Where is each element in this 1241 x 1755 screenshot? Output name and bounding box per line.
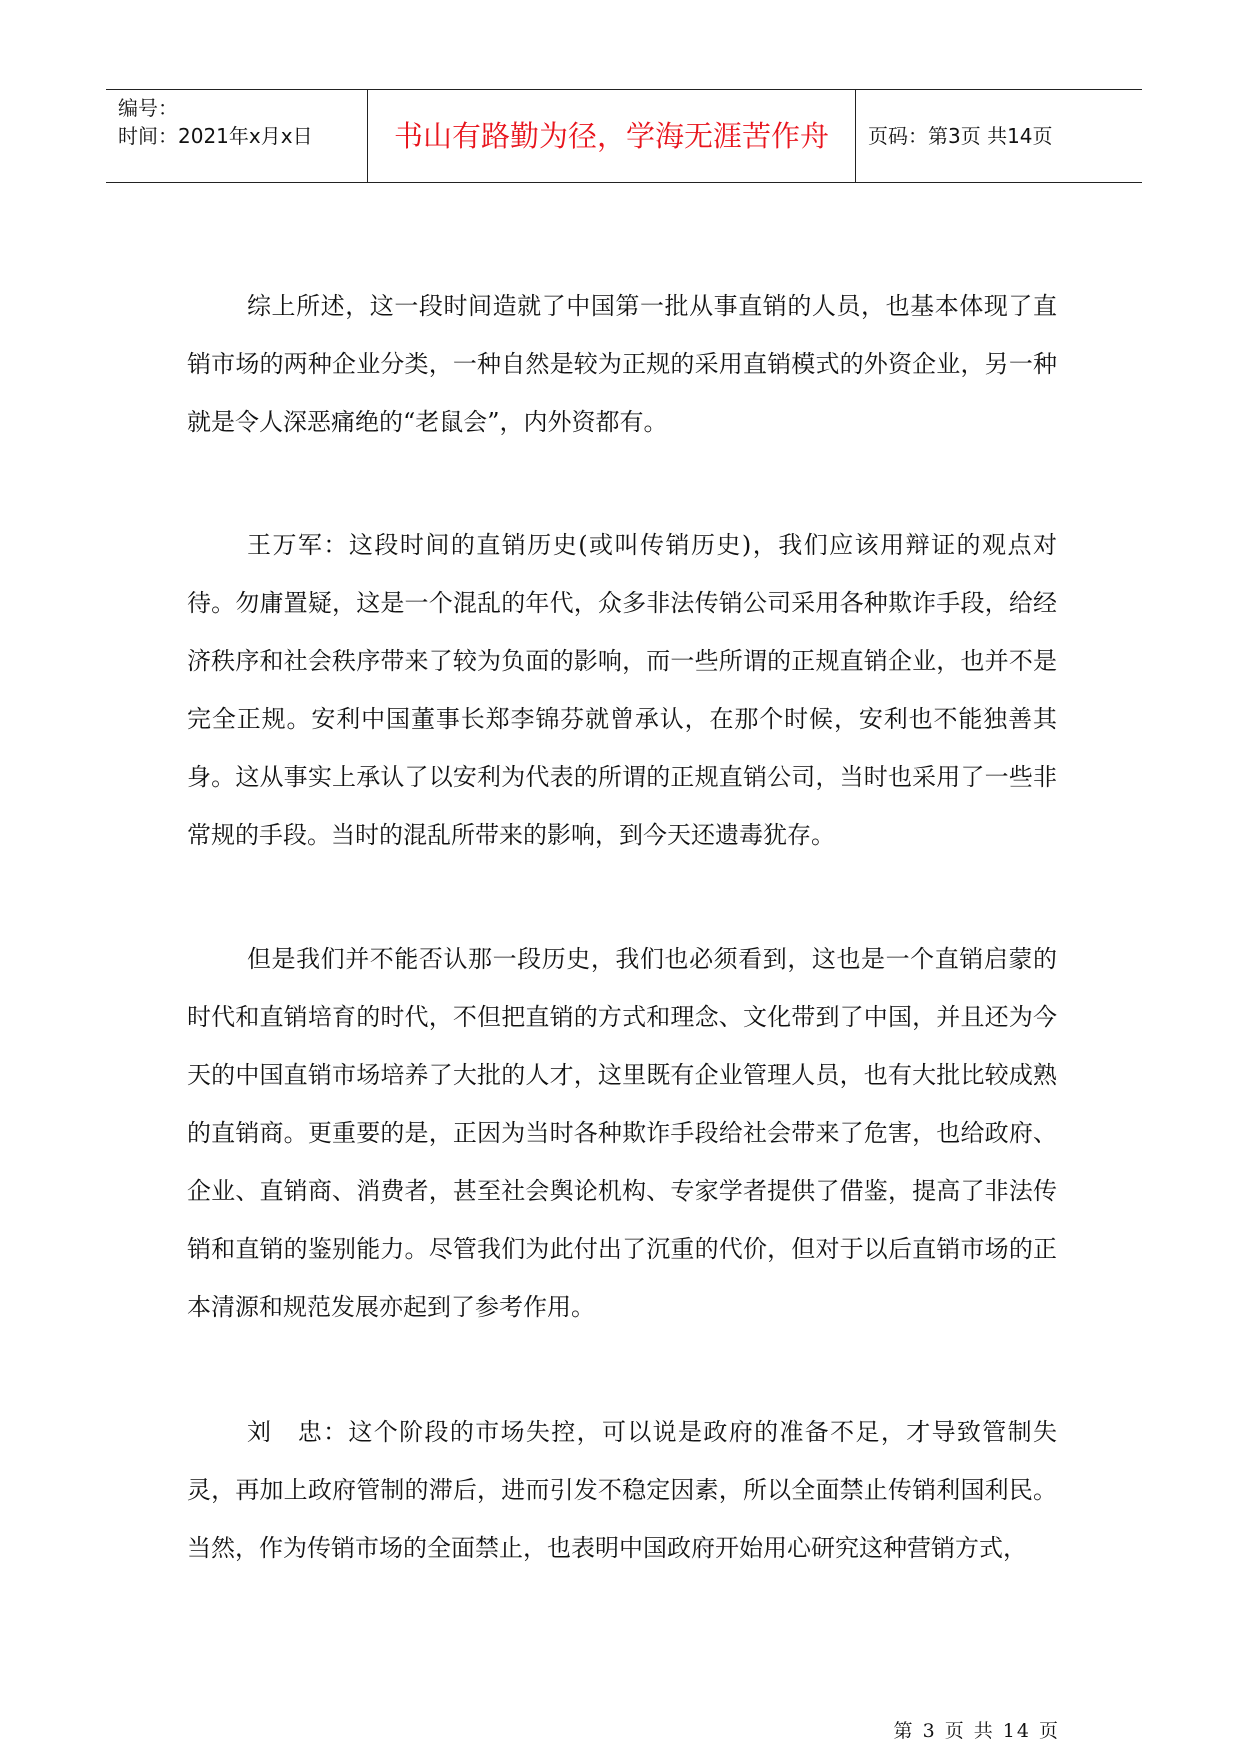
document-number-label: 编号： [118, 96, 178, 120]
header-info-cell [106, 90, 368, 182]
body-paragraph: 刘 忠：这个阶段的市场失控，可以说是政府的准备不足，才导致管制失灵，再加上政府管制的滞后，进而引发不稳定因素，所以全面禁止传销利国利民。当然，作为传销市场的全面禁止，也表明中国政府开始用心研究这种营销方式， [187, 1418, 1057, 1562]
header-page-code: 页码：第3页 共14页 [868, 124, 1053, 148]
document-time-label: 时间：2021年x月x日 [118, 124, 313, 148]
body-paragraph: 王万军：这段时间的直销历史(或叫传销历史)，我们应该用辩证的观点对待。勿庸置疑，这是一个混乱的年代，众多非法传销公司采用各种欺诈手段，给经济秩序和社会秩序带来了较为负面的影响，而一些所谓的正规直销企业，也并不是完全正规。安利中国董事长郑李锦芬就曾承认，在那个时候，安利也不能独善其身。这从事实上承认了以安利为代表的所谓的正规直销公司，当时也采用了一些非常规的手段。当时的混乱所带来的影响，到今天还遗毒犹存。 [187, 531, 1057, 849]
header-page-cell [856, 90, 1142, 182]
header-motto-cell [368, 90, 856, 182]
header-motto: 书山有路勤为径，学海无涯苦作舟 [393, 119, 829, 153]
body-paragraph: 综上所述，这一段时间造就了中国第一批从事直销的人员，也基本体现了直销市场的两种企业分类，一种自然是较为正规的采用直销模式的外资企业，另一种就是令人深恶痛绝的“老鼠会”，内外资都有。 [187, 292, 1057, 436]
document-header [106, 89, 1142, 183]
body-paragraph: 但是我们并不能否认那一段历史，我们也必须看到，这也是一个直销启蒙的时代和直销培育的时代，不但把直销的方式和理念、文化带到了中国，并且还为今天的中国直销市场培养了大批的人才，这里既有企业管理人员，也有大批比较成熟的直销商。更重要的是，正因为当时各种欺诈手段给社会带来了危害，也给政府、企业、直销商、消费者，甚至社会舆论机构、专家学者提供了借鉴，提高了非法传销和直销的鉴别能力。尽管我们为此付出了沉重的代价，但对于以后直销市场的正本清源和规范发展亦起到了参考作用。 [187, 945, 1057, 1321]
page-footer-number: 第 3 页 共 14 页 [893, 1720, 1060, 1742]
